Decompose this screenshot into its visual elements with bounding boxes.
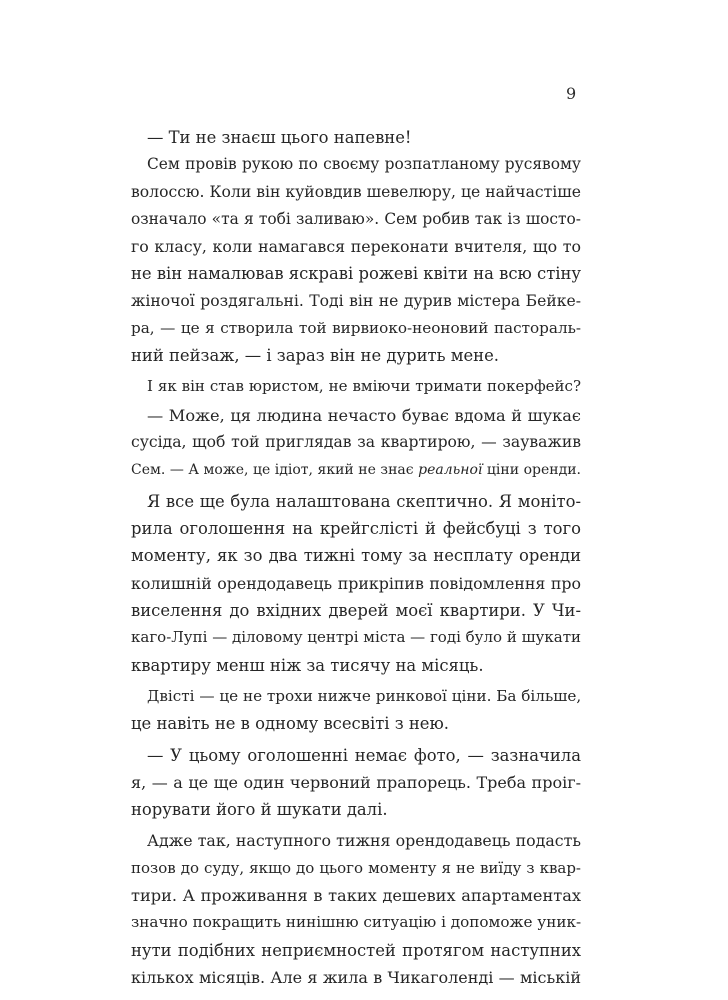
text-line: квартиру менш ніж за тисячу на місяць.: [131, 655, 484, 675]
text-line: ра, — це я створила той вирвиоко-неоновий пастораль-: [131, 319, 581, 338]
text-line: Адже так, наступного тижня орендодавець подасть: [147, 831, 581, 851]
text-line: Сем провів рукою по своєму розпатланому русявому: [147, 155, 581, 174]
text-line: Я все ще була налаштована скептично. Я моніто-: [147, 491, 581, 511]
text-line: — Може, ця людина нечасто буває вдома й шукає: [147, 405, 581, 425]
text-line: І як він став юристом, не вміючи тримати покерфейс?: [147, 376, 581, 395]
text-line: каго-Лупі — діловому центрі міста — годі було й шукати: [131, 628, 581, 647]
text-line: значно покращить нинішню ситуацію і допоможе уник-: [131, 913, 582, 932]
text-line: сусіда, щоб той приглядав за квартирою, — зауважив: [131, 433, 581, 452]
text-line: Сем. — А може, це ідіот, який не знає реальної ціни оренди.: [131, 461, 581, 478]
text-line: Двісті — це не трохи нижче ринкової ціни. Ба більше,: [147, 686, 582, 705]
body-text: [131, 124, 581, 991]
text-line: норувати його й шукати далі.: [131, 800, 388, 820]
text-line: рила оголошення на крейгслісті й фейсбуці з того: [131, 519, 581, 539]
page-number: 9: [566, 84, 577, 103]
text-line: — У цьому оголошенні немає фото, — зазначила: [147, 745, 581, 765]
text-line: виселення до вхідних дверей моєї квартири. У Чи-: [131, 601, 581, 621]
text-line: не він намалював яскраві рожеві квіти на всю стіну: [131, 264, 582, 284]
text-line: позов до суду, якщо до цього моменту я не виїду з квар-: [131, 858, 581, 877]
text-line: моменту, як зо два тижні тому за несплату оренди: [131, 546, 581, 566]
text-line: я, — а це ще один червоний прапорець. Треба проіг-: [131, 772, 581, 792]
text-line: волоссю. Коли він куйовдив шевелюру, це найчастіше: [131, 182, 581, 201]
text-line: це навіть не в одному всесвіті з нею.: [131, 714, 449, 734]
text-line: нути подібних неприємностей протягом наступних: [131, 940, 581, 960]
text-line: жіночої роздягальні. Тоді він не дурив містера Бейке-: [131, 291, 581, 310]
text-line: кількох місяців. Але я жила в Чикаголенді — міській: [131, 967, 581, 987]
text-line: означало «та я тобі заливаю». Сем робив так із шосто-: [131, 209, 581, 228]
text-line: колишній орендодавець прикріпив повідомлення про: [131, 573, 581, 593]
text-line: ний пейзаж, — і зараз він не дурить мене.: [131, 346, 499, 366]
text-line: — Ти не знаєш цього напевне!: [147, 128, 412, 147]
text-line: тири. А проживання в таких дешевих апартаментах: [131, 886, 581, 906]
text-line: го класу, коли намагався переконати вчителя, що то: [131, 237, 581, 257]
